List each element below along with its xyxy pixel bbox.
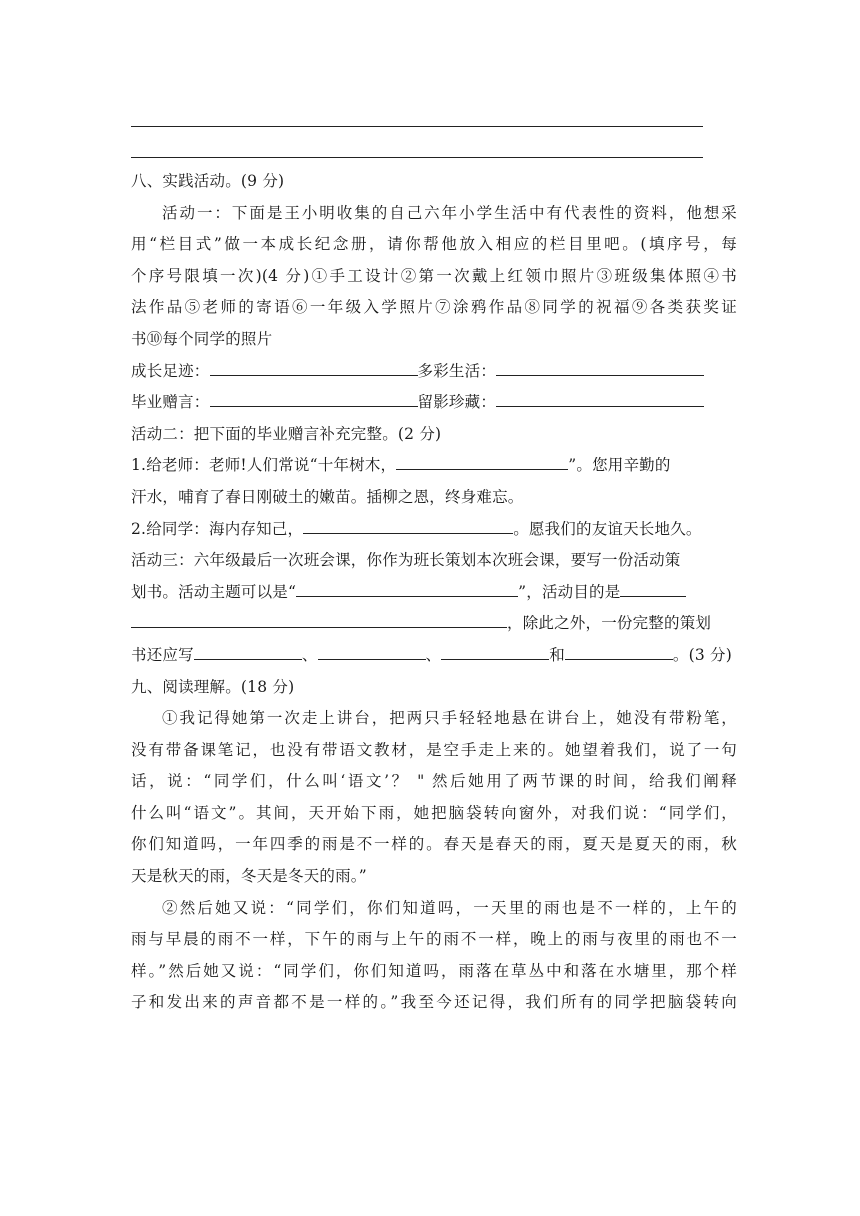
blank-plan-item-3[interactable] — [441, 641, 549, 660]
separator: 、 — [425, 645, 442, 664]
activity3-text — [131, 640, 737, 672]
separator: 和 — [549, 645, 565, 664]
blank-plan-item-4[interactable] — [565, 641, 673, 660]
section-title-reading: 九、阅读理解。(18 分) — [131, 677, 295, 696]
activity2-title: 活动二：把下面的毕业赠言补充完整。(2 分) — [131, 424, 442, 443]
activity1-text: 用“栏目式”做一本成长纪念册，请你帮他放入相应的栏目里吧。(填序号，每 — [131, 235, 737, 254]
answer-line[interactable] — [131, 126, 703, 127]
blank-classmate-quote[interactable] — [303, 515, 513, 534]
activity2-item1 — [131, 450, 737, 482]
blank-plan-item-1[interactable] — [194, 641, 302, 660]
reading-paragraph-1: 你们知道吗，一年四季的雨是不一样的。春天是春天的雨，夏天是夏天的雨，秋 — [131, 835, 737, 854]
activity1-text: 法作品⑤老师的寄语⑥一年级入学照片⑦涂鸦作品⑧同学的祝福⑨各类获奖证 — [131, 298, 737, 317]
separator: 、 — [301, 645, 318, 664]
field-label-memories: 留影珍藏： — [417, 393, 497, 412]
activity2-item2 — [131, 514, 737, 546]
blank-memories[interactable] — [496, 388, 704, 407]
reading-paragraph-2: 雨与早晨的雨不一样，下午的雨与上午的雨不一样，晚上的雨与夜里的雨也不一 — [131, 930, 737, 949]
blank-theme[interactable] — [296, 578, 518, 597]
blank-plan-item-2[interactable] — [318, 641, 426, 660]
activity3-text-part: 。(3 分) — [672, 645, 733, 664]
blank-growth[interactable] — [210, 357, 418, 376]
blank-teacher-quote[interactable] — [396, 451, 568, 470]
reading-paragraph-1: 话，说：“同学们，什么叫‘语文’？ " 然后她用了两节课的时间，给我们阐释 — [131, 772, 737, 791]
activity1-fields-row — [131, 356, 737, 388]
reading-paragraph-2: 样。”然后她又说：“同学们，你们知道吗，雨落在草丛中和落在水塘里，那个样 — [131, 961, 737, 980]
reading-paragraph-1: 什么叫“语文”。其间，天开始下雨，她把脑袋转向窗外，对我们说：“同学们， — [131, 803, 737, 822]
reading-paragraph-1: 没有带备课笔记，也没有带语文教材，是空手走上来的。她望着我们，说了一句 — [131, 740, 737, 759]
activity1-text: 书⑩每个同学的照片 — [131, 329, 273, 348]
reading-paragraph-2: 子和发出来的声音都不是一样的。”我至今还记得，我们所有的同学把脑袋转向 — [131, 993, 737, 1012]
activity3-text — [131, 608, 737, 640]
activity2-item1-text: 1.给老师：老师!人们常说“十年树木， — [131, 456, 397, 475]
blank-purpose[interactable] — [620, 578, 686, 597]
exam-page — [131, 112, 737, 1019]
reading-paragraph-2: ②然后她又说：“同学们，你们知道吗，一天里的雨也是不一样的，上午的 — [162, 898, 737, 917]
activity2-item1-text: ”。您用辛勤的 — [568, 456, 671, 475]
activity3-text — [131, 577, 737, 609]
activity3-text-part: 书还应写 — [131, 645, 194, 664]
activity1-fields-row — [131, 387, 737, 419]
section-title-practice: 八、实践活动。(9 分) — [131, 172, 285, 190]
field-label-colorful: 多彩生活： — [417, 361, 497, 380]
blank-graduation[interactable] — [210, 388, 418, 407]
field-label-graduation: 毕业赠言： — [131, 393, 210, 412]
answer-line[interactable] — [131, 157, 703, 158]
activity1-text: 活动一：下面是王小明收集的自己六年小学生活中有代表性的资料，他想采 — [162, 203, 737, 222]
activity3-text-part: ”，活动目的是 — [518, 582, 621, 601]
field-label-growth: 成长足迹： — [131, 361, 210, 380]
activity3-text: 活动三：六年级最后一次班会课，你作为班长策划本次班会课，要写一份活动策 — [131, 551, 681, 570]
activity1-text: 个序号限填一次)(4 分)①手工设计②第一次戴上红领巾照片③班级集体照④书 — [131, 266, 737, 285]
activity2-item1-cont: 汗水，哺育了春日刚破土的嫩苗。插柳之恩，终身难忘。 — [131, 487, 524, 506]
reading-paragraph-1: ①我记得她第一次走上讲台，把两只手轻轻地悬在讲台上，她没有带粉笔， — [162, 709, 737, 728]
activity3-text-part: 划书。活动主题可以是“ — [131, 582, 297, 601]
reading-paragraph-1: 天是秋天的雨，冬天是冬天的雨。” — [131, 867, 367, 886]
blank-purpose-cont[interactable] — [131, 609, 507, 628]
blank-colorful[interactable] — [496, 357, 704, 376]
activity3-text-part: ，除此之外，一份完整的策划 — [507, 614, 712, 633]
activity2-item2-text: 。愿我们的友谊天长地久。 — [513, 519, 702, 538]
activity2-item2-text: 2.给同学：海内存知己， — [131, 519, 304, 538]
